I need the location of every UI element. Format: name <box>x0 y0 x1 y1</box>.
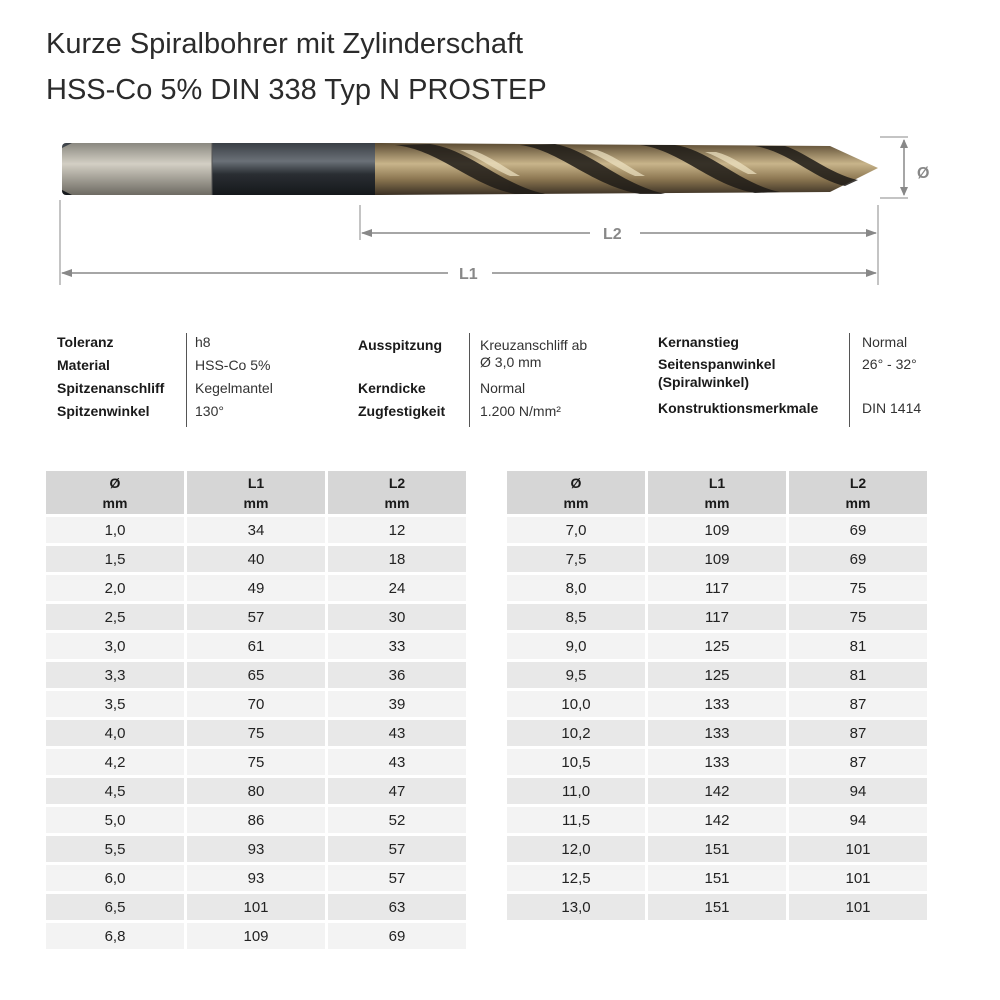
cell-diameter: 1,0 <box>46 517 184 543</box>
title-line-1: Kurze Spiralbohrer mit Zylinderschaft <box>46 28 524 60</box>
cell-l1: 125 <box>648 633 786 659</box>
dim-l1-label: L1 <box>459 266 478 283</box>
table-row <box>507 633 927 659</box>
cell-l2: 12 <box>328 517 466 543</box>
cell-diameter: 2,5 <box>46 604 184 630</box>
cell-diameter: 6,5 <box>46 894 184 920</box>
spec-divider <box>186 333 187 427</box>
table-row <box>46 517 466 543</box>
cell-l2: 101 <box>789 865 927 891</box>
cell-l1: 133 <box>648 691 786 717</box>
cell-l2: 39 <box>328 691 466 717</box>
cell-l1: 40 <box>187 546 325 572</box>
cell-l2: 75 <box>789 575 927 601</box>
table-row <box>46 720 466 746</box>
table-row <box>507 778 927 804</box>
column-header-l2: L2 mm <box>789 471 927 514</box>
table-row <box>46 836 466 862</box>
table-row <box>507 517 927 543</box>
table-row <box>46 546 466 572</box>
cell-l2: 33 <box>328 633 466 659</box>
table-row <box>507 691 927 717</box>
cell-l2: 63 <box>328 894 466 920</box>
cell-l1: 133 <box>648 749 786 775</box>
cell-l2: 69 <box>328 923 466 949</box>
spec-value: 26° - 32° <box>862 356 917 372</box>
cell-l2: 75 <box>789 604 927 630</box>
cell-diameter: 12,0 <box>507 836 645 862</box>
cell-l1: 151 <box>648 865 786 891</box>
table-row <box>46 923 466 949</box>
cell-l1: 125 <box>648 662 786 688</box>
dim-diameter-label: Ø <box>917 165 930 182</box>
cell-l1: 109 <box>648 546 786 572</box>
cell-l2: 81 <box>789 662 927 688</box>
drill-diagram <box>0 120 1000 300</box>
cell-diameter: 10,5 <box>507 749 645 775</box>
table-row <box>507 662 927 688</box>
cell-diameter: 3,3 <box>46 662 184 688</box>
spec-row <box>57 380 164 396</box>
cell-l1: 34 <box>187 517 325 543</box>
cell-l2: 36 <box>328 662 466 688</box>
spec-key: Spitzenanschliff <box>57 380 165 396</box>
cell-l1: 86 <box>187 807 325 833</box>
cell-l2: 87 <box>789 749 927 775</box>
table-row <box>46 807 466 833</box>
table-row <box>507 894 927 920</box>
cell-l2: 30 <box>328 604 466 630</box>
cell-l1: 57 <box>187 604 325 630</box>
table-header-row <box>507 471 927 514</box>
spec-key: Kernanstieg <box>658 334 739 350</box>
cell-diameter: 4,0 <box>46 720 184 746</box>
cell-diameter: 9,0 <box>507 633 645 659</box>
cell-diameter: 4,5 <box>46 778 184 804</box>
cell-l2: 57 <box>328 836 466 862</box>
spec-key: Ausspitzung <box>358 337 442 353</box>
cell-l1: 80 <box>187 778 325 804</box>
table-row <box>507 604 927 630</box>
cell-l2: 43 <box>328 720 466 746</box>
table-row <box>46 894 466 920</box>
spec-row <box>57 334 114 350</box>
drill-shank-end <box>62 143 212 195</box>
cell-l1: 65 <box>187 662 325 688</box>
spec-divider <box>469 333 470 427</box>
spec-value: Kreuzanschliff ab <box>480 337 588 353</box>
cell-l1: 142 <box>648 778 786 804</box>
cell-diameter: 12,5 <box>507 865 645 891</box>
cell-l2: 101 <box>789 836 927 862</box>
cell-l1: 70 <box>187 691 325 717</box>
cell-l2: 47 <box>328 778 466 804</box>
table-row <box>46 604 466 630</box>
cell-diameter: 5,0 <box>46 807 184 833</box>
spec-key: Toleranz <box>57 334 114 350</box>
table-row <box>46 662 466 688</box>
cell-l2: 57 <box>328 865 466 891</box>
dim-l2-label: L2 <box>603 226 622 243</box>
spec-row <box>57 357 110 373</box>
cell-l2: 24 <box>328 575 466 601</box>
cell-l2: 101 <box>789 894 927 920</box>
cell-diameter: 11,0 <box>507 778 645 804</box>
spec-row <box>57 403 150 419</box>
cell-l2: 52 <box>328 807 466 833</box>
spec-value: 130° <box>195 403 224 419</box>
cell-l1: 117 <box>648 575 786 601</box>
cell-l1: 117 <box>648 604 786 630</box>
cell-diameter: 7,0 <box>507 517 645 543</box>
spec-key: Konstruktionsmerkmale <box>658 400 819 416</box>
cell-l1: 75 <box>187 749 325 775</box>
cell-diameter: 6,0 <box>46 865 184 891</box>
table-row <box>507 575 927 601</box>
spec-value: Normal <box>480 380 526 396</box>
cell-diameter: 8,5 <box>507 604 645 630</box>
cell-l2: 81 <box>789 633 927 659</box>
spec-value: HSS-Co 5% <box>195 357 271 373</box>
table-row <box>46 575 466 601</box>
spec-key: Seitenspanwinkel <box>658 356 776 372</box>
spec-key: (Spiralwinkel) <box>658 374 750 390</box>
cell-l1: 133 <box>648 720 786 746</box>
title-line-2: HSS-Co 5% DIN 338 Typ N PROSTEP <box>46 74 547 106</box>
cell-l1: 151 <box>648 894 786 920</box>
cell-l1: 151 <box>648 836 786 862</box>
cell-diameter: 9,5 <box>507 662 645 688</box>
cell-l1: 75 <box>187 720 325 746</box>
cell-l2: 94 <box>789 778 927 804</box>
cell-l1: 93 <box>187 836 325 862</box>
cell-l1: 109 <box>648 517 786 543</box>
column-header-l1: L1 mm <box>648 471 786 514</box>
table-row <box>46 633 466 659</box>
spec-key: Material <box>57 357 110 373</box>
spec-key: Zugfestigkeit <box>358 403 446 419</box>
table-row <box>46 749 466 775</box>
table-row <box>507 546 927 572</box>
cell-diameter: 5,5 <box>46 836 184 862</box>
column-header-l2: L2 mm <box>328 471 466 514</box>
spec-key: Spitzenwinkel <box>57 403 150 419</box>
cell-l1: 101 <box>187 894 325 920</box>
cell-diameter: 4,2 <box>46 749 184 775</box>
table-header-row <box>46 471 466 514</box>
column-header-l1: L1 mm <box>187 471 325 514</box>
cell-l2: 87 <box>789 720 927 746</box>
cell-diameter: 7,5 <box>507 546 645 572</box>
cell-diameter: 2,0 <box>46 575 184 601</box>
cell-diameter: 6,8 <box>46 923 184 949</box>
cell-l1: 142 <box>648 807 786 833</box>
cell-l1: 61 <box>187 633 325 659</box>
size-table-left <box>43 468 469 952</box>
cell-diameter: 1,5 <box>46 546 184 572</box>
cell-diameter: 10,0 <box>507 691 645 717</box>
cell-l1: 49 <box>187 575 325 601</box>
spec-value: h8 <box>195 334 211 350</box>
table-row <box>507 865 927 891</box>
cell-l2: 18 <box>328 546 466 572</box>
column-header-diameter: Ø mm <box>507 471 645 514</box>
spec-value: Normal <box>862 334 908 350</box>
table-row <box>46 691 466 717</box>
column-header-diameter: Ø mm <box>46 471 184 514</box>
cell-l1: 109 <box>187 923 325 949</box>
cell-diameter: 11,5 <box>507 807 645 833</box>
cell-l1: 93 <box>187 865 325 891</box>
spec-value: Kegelmantel <box>195 380 273 396</box>
cell-l2: 43 <box>328 749 466 775</box>
spec-value: 1.200 N/mm² <box>480 403 561 419</box>
cell-l2: 69 <box>789 546 927 572</box>
cell-diameter: 10,2 <box>507 720 645 746</box>
cell-l2: 69 <box>789 517 927 543</box>
size-table-right <box>504 468 930 923</box>
spec-value: Ø 3,0 mm <box>480 354 542 370</box>
cell-l2: 94 <box>789 807 927 833</box>
cell-diameter: 8,0 <box>507 575 645 601</box>
cell-diameter: 3,0 <box>46 633 184 659</box>
cell-l2: 87 <box>789 691 927 717</box>
cell-diameter: 3,5 <box>46 691 184 717</box>
spec-key: Kerndicke <box>358 380 426 396</box>
spec-value: DIN 1414 <box>862 400 922 416</box>
table-row <box>507 836 927 862</box>
table-row <box>507 749 927 775</box>
spec-divider <box>849 333 850 427</box>
cell-diameter: 13,0 <box>507 894 645 920</box>
table-row <box>46 865 466 891</box>
table-row <box>507 807 927 833</box>
table-row <box>46 778 466 804</box>
table-row <box>507 720 927 746</box>
